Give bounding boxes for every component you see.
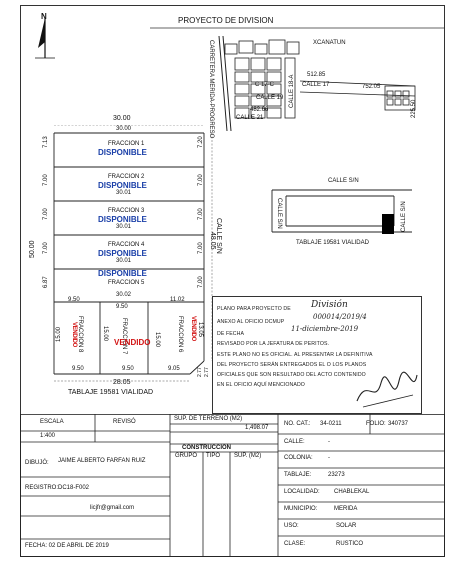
fraction-2-right: 7.00: [198, 174, 204, 186]
lot-calle-sn: CALLE S/N: [215, 218, 222, 254]
fraction-4-right: 7.00: [198, 242, 204, 254]
frac7-bottom-dim: 9.50: [122, 366, 134, 372]
fraction-3-right: 7.00: [198, 208, 204, 220]
folio-label: FOLIO:: [366, 421, 386, 427]
frac8-top-dim: 9.50: [68, 297, 80, 303]
frac7-top-dim: 9.50: [116, 304, 128, 310]
lot-bottom-dim: 28.05: [113, 379, 131, 386]
fraction-3-status: DISPONIBLE: [98, 215, 147, 224]
map-label-xcanatun: XCANATUN: [313, 40, 346, 46]
map-street-21: CALLE 21: [236, 115, 264, 121]
localidad-value: CHABLEKAL: [334, 489, 370, 495]
chamfer-dim-2: 2.77: [204, 367, 210, 377]
fraction-1-right: 7.20: [198, 136, 204, 148]
frac6-top-dim: 11.02: [170, 297, 185, 303]
title-rule: [150, 26, 445, 30]
fraction-2-left: 7.00: [43, 174, 49, 186]
fecha-value: FECHA: 02 DE ABRIL DE 2019: [25, 543, 109, 549]
uso-label: USO:: [284, 523, 299, 529]
fraction-4-status: DISPONIBLE: [98, 249, 147, 258]
fraction-5-status: DISPONIBLE: [98, 269, 147, 278]
map-dim-2: 752.05: [362, 84, 381, 90]
stamp-handwritten-project: División: [311, 300, 348, 310]
fraction-1-label: FRACCION 1: [108, 141, 145, 147]
map-dim-3: 482.66: [250, 107, 269, 113]
frac6-bottom-dim: 9.05: [168, 366, 180, 372]
frac8-label: FRACCION 8: [77, 316, 83, 353]
fraction-1-left: 7.13: [43, 136, 49, 148]
stamp-handwritten-oficio: 000014/2019/4: [313, 313, 367, 321]
stamp-line-8: EN EL OFICIO AQUÍ MENCIONADO: [217, 382, 305, 388]
construccion-label: CONSTRUCCION: [182, 445, 231, 451]
sup-terreno-label: SUP. DE TERRENO (M2): [174, 416, 243, 422]
uso-value: SOLAR: [336, 523, 357, 529]
escala-label: ESCALA: [40, 419, 64, 425]
lot-vialidad: TABLAJE 19581 VIALIDAD: [68, 389, 154, 396]
frac8-vendido: V E N D I D O: [71, 322, 77, 347]
map-street-18a: CALLE 18-A: [289, 74, 295, 108]
clase-value: RUSTICO: [336, 541, 363, 547]
stamp-line-2: ANEXO AL OFICIO DCMUP: [217, 319, 285, 325]
sup-terreno-value: 1,498.07: [245, 425, 269, 431]
tablaje-value: 23273: [328, 472, 345, 478]
lot-top-dim: 30.00: [113, 115, 131, 122]
fraction-5-dim: 30.02: [116, 292, 132, 298]
fraction-3-label: FRACCION 3: [108, 208, 145, 214]
map-street-17c: C 17-C: [255, 82, 275, 88]
lot-left-total: 50.00: [29, 240, 36, 258]
frac6-label: FRACCION 6: [177, 316, 183, 353]
folio-value: 340737: [388, 421, 409, 427]
frac7-vendido: VENDIDO: [114, 338, 151, 347]
stamp-line-7: OFICIALES QUE SON RESULTADO DEL ACTO CONTENIDO: [217, 372, 366, 378]
calle-value: -: [328, 439, 330, 445]
col-sup: SUP. (M2): [234, 453, 262, 459]
fraction-1-dim: 30.00: [116, 126, 132, 132]
fraction-5-label: FRACCION 5: [108, 280, 145, 286]
no-cat-label: NO. CAT.:: [284, 421, 311, 427]
reviso-label: REVISÓ: [113, 419, 136, 425]
site-calle-top: CALLE S/N: [328, 178, 359, 184]
map-label-carretera: CARRETERA MERIDA-PROGRESO: [208, 40, 214, 139]
frac6-mid-dim: 15.00: [154, 332, 160, 348]
approval-stamp: [212, 296, 422, 414]
stamp-handwritten-fecha: 11-diciembre-2019: [291, 325, 359, 333]
fraction-1-status: DISPONIBLE: [98, 148, 147, 157]
site-calle-right: CALLE S/N: [401, 201, 407, 232]
stamp-line-3: DE FECHA: [217, 331, 245, 337]
clase-label: CLASE:: [284, 541, 306, 547]
site-calle-left: CALLE S/N: [276, 198, 282, 229]
calle-label: CALLE:: [284, 439, 305, 445]
no-cat-value: 34-0211: [320, 421, 342, 427]
north-label: N: [41, 12, 47, 21]
dibujo-value: JAIME ALBERTO FARFAN RUIZ: [58, 458, 146, 464]
email-value: licjfr@gmail.com: [90, 505, 135, 511]
fraction-3-dim: 30.01: [116, 224, 132, 230]
stamp-line-4: REVISADO POR LA JEFATURA DE PERITOS.: [217, 341, 330, 347]
fraction-5-left: 6.87: [43, 276, 49, 288]
stamp-line-1: PLANO PARA PROYECTO DE: [217, 306, 291, 312]
map-street-17: CALLE 17: [302, 82, 330, 88]
lot-right-total: 48.05: [209, 232, 216, 250]
site-vialidad: TABLAJE 19581 VIALIDAD: [296, 240, 369, 246]
fraction-5-right: 7.00: [198, 276, 204, 288]
frac7-mid-dim: 15.00: [102, 326, 108, 342]
municipio-label: MUNICIPIO:: [284, 506, 318, 512]
tablaje-label: TABLAJE:: [284, 472, 312, 478]
escala-value: 1:400: [40, 433, 56, 439]
fraction-4-left: 7.00: [43, 242, 49, 254]
col-tipo: TIPO: [206, 453, 221, 459]
colonia-value: -: [328, 455, 330, 461]
bottom-right-side: 13.05: [197, 322, 203, 338]
map-street-19: CALLE 19: [256, 95, 284, 101]
col-grupo: GRUPO: [175, 453, 198, 459]
page-title: PROYECTO DE DIVISION: [178, 16, 274, 25]
stamp-line-5: ESTE PLANO NO ES OFICIAL. AL PRESENTAR LA DEFINITIVA: [217, 352, 373, 358]
chamfer-dim-1: 2.77: [197, 367, 203, 377]
map-dim-1: 512.85: [307, 72, 326, 78]
map-dim-4: 225.50: [411, 99, 417, 118]
bottom-left-side: 15.00: [56, 326, 62, 342]
fraction-2-dim: 30.01: [116, 190, 132, 196]
dibujo-label: DIBUJÓ:: [25, 460, 49, 466]
colonia-label: COLONIA:: [284, 455, 313, 461]
frac8-bottom-dim: 9.50: [72, 366, 84, 372]
signature-icon: [353, 367, 421, 411]
localidad-label: LOCALIDAD:: [284, 489, 320, 495]
fraction-2-status: DISPONIBLE: [98, 181, 147, 190]
fraction-4-label: FRACCION 4: [108, 242, 145, 248]
fraction-4-dim: 30.01: [116, 258, 132, 264]
stamp-line-6: DEL PROYECTO SERÁN ENTREGADOS EL O LOS PLANOS: [217, 362, 367, 368]
fraction-2-label: FRACCION 2: [108, 174, 145, 180]
municipio-value: MERIDA: [334, 506, 358, 512]
registro-value: REGISTRO:DC18-F002: [25, 485, 90, 491]
fraction-3-left: 7.00: [43, 208, 49, 220]
frac7-label: FRACCION 7: [121, 318, 127, 355]
frac6-vendido: V E N D I D O: [190, 316, 196, 341]
